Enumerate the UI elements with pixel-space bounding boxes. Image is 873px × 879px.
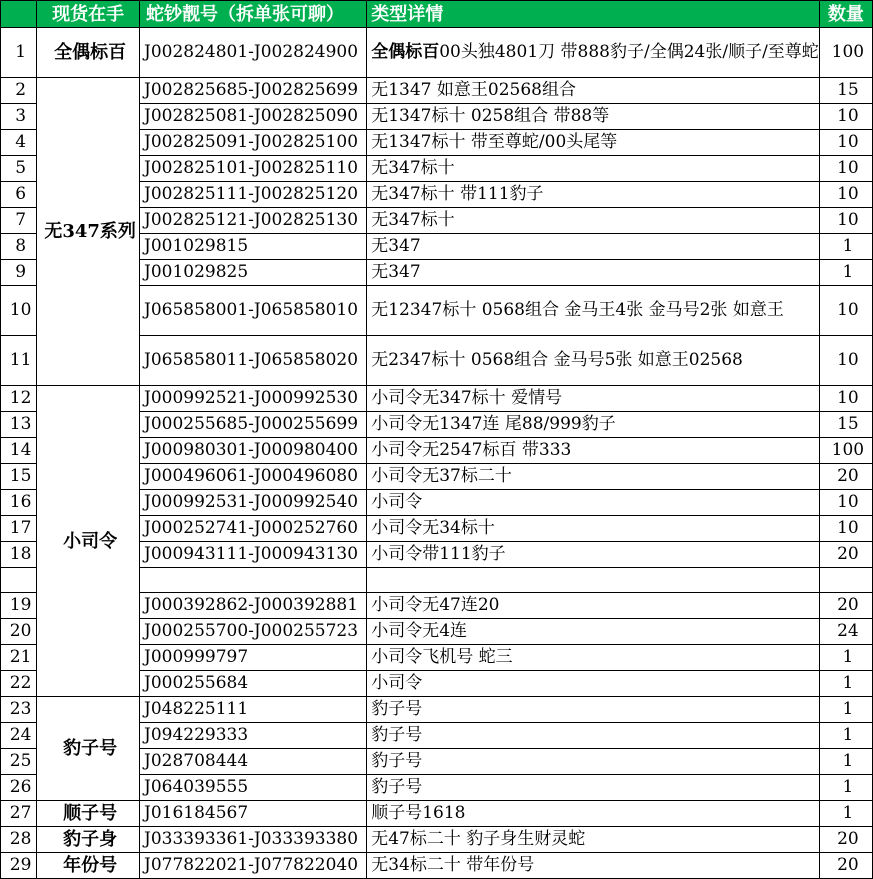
category-cell: 豹子号 [37, 697, 140, 801]
serial-cell: J002825081-J002825090 [140, 104, 367, 130]
serial-cell [140, 568, 367, 593]
serial-cell: J001029815 [140, 234, 367, 260]
row-number: 21 [1, 645, 37, 671]
row-number: 6 [1, 182, 37, 208]
serial-cell: J000255684 [140, 671, 367, 697]
serial-cell: J064039555 [140, 775, 367, 801]
row-number: 3 [1, 104, 37, 130]
qty-cell: 10 [819, 130, 872, 156]
row-number: 1 [1, 28, 37, 78]
serial-cell: J002825111-J002825120 [140, 182, 367, 208]
detail-cell: 无34标二十 带年份号 [367, 853, 820, 879]
serial-cell: J000992531-J000992540 [140, 490, 367, 516]
detail-cell: 小司令无47连20 [367, 593, 820, 619]
qty-cell: 10 [819, 386, 872, 412]
qty-cell: 1 [819, 697, 872, 723]
detail-cell: 小司令无347标十 爱情号 [367, 386, 820, 412]
row-number: 20 [1, 619, 37, 645]
category-cell: 小司令 [37, 386, 140, 697]
header-serial: 蛇钞靓号（拆单张可聊） [140, 1, 367, 28]
detail-bold-text: 全偶标百 [371, 42, 440, 62]
row-number: 17 [1, 516, 37, 542]
serial-cell: J002825091-J002825100 [140, 130, 367, 156]
serial-cell: J000943111-J000943130 [140, 542, 367, 568]
detail-cell: 顺子号1618 [367, 801, 820, 827]
serial-cell: J028708444 [140, 749, 367, 775]
serial-cell: J016184567 [140, 801, 367, 827]
row-number: 25 [1, 749, 37, 775]
detail-cell: 无1347标十 带至尊蛇/00头尾等 [367, 130, 820, 156]
qty-cell: 15 [819, 78, 872, 104]
row-number: 15 [1, 464, 37, 490]
detail-cell [367, 568, 820, 593]
table-row [1, 853, 873, 879]
detail-cell: 无12347标十 0568组合 金马王4张 金马号2张 如意王 [367, 286, 820, 336]
row-number [1, 568, 37, 593]
detail-cell: 小司令无37标二十 [367, 464, 820, 490]
qty-cell: 1 [819, 645, 872, 671]
qty-cell: 1 [819, 775, 872, 801]
serial-cell: J000496061-J000496080 [140, 464, 367, 490]
detail-cell: 无1347 如意王02568组合 [367, 78, 820, 104]
qty-cell: 100 [819, 438, 872, 464]
serial-cell: J000255685-J000255699 [140, 412, 367, 438]
row-number: 4 [1, 130, 37, 156]
header-row [1, 1, 873, 28]
serial-cell: J065858011-J065858020 [140, 336, 367, 386]
detail-cell: 小司令无4连 [367, 619, 820, 645]
serial-cell: J000252741-J000252760 [140, 516, 367, 542]
detail-cell: 无47标二十 豹子身生财灵蛇 [367, 827, 820, 853]
serial-cell: J000992521-J000992530 [140, 386, 367, 412]
row-number: 14 [1, 438, 37, 464]
detail-cell: 无2347标十 0568组合 金马号5张 如意王02568 [367, 336, 820, 386]
detail-cell: 豹子号 [367, 697, 820, 723]
qty-cell: 10 [819, 104, 872, 130]
category-cell: 豹子身 [37, 827, 140, 853]
serial-cell: J002825685-J002825699 [140, 78, 367, 104]
detail-cell: 小司令带111豹子 [367, 542, 820, 568]
detail-cell: 小司令飞机号 蛇三 [367, 645, 820, 671]
qty-cell: 1 [819, 723, 872, 749]
row-number: 13 [1, 412, 37, 438]
qty-cell: 20 [819, 464, 872, 490]
qty-cell: 20 [819, 542, 872, 568]
detail-cell: 豹子号 [367, 775, 820, 801]
row-number: 22 [1, 671, 37, 697]
serial-cell: J033393361-J033393380 [140, 827, 367, 853]
qty-cell: 15 [819, 412, 872, 438]
category-cell: 顺子号 [37, 801, 140, 827]
qty-cell: 1 [819, 801, 872, 827]
category-cell: 无347系列 [37, 78, 140, 386]
table-row [1, 28, 873, 78]
row-number: 29 [1, 853, 37, 879]
serial-cell: J094229333 [140, 723, 367, 749]
row-number: 8 [1, 234, 37, 260]
qty-cell: 1 [819, 260, 872, 286]
row-number: 23 [1, 697, 37, 723]
table-row [1, 827, 873, 853]
detail-cell: 小司令 [367, 671, 820, 697]
detail-cell: 小司令无34标十 [367, 516, 820, 542]
serial-cell: J048225111 [140, 697, 367, 723]
detail-cell: 无347标十 [367, 208, 820, 234]
header-category: 现货在手 [37, 1, 140, 28]
table-row [1, 78, 873, 104]
qty-cell: 10 [819, 182, 872, 208]
qty-cell: 1 [819, 234, 872, 260]
detail-cell: 豹子号 [367, 723, 820, 749]
row-number: 11 [1, 336, 37, 386]
detail-cell: 无347 [367, 234, 820, 260]
table-row [1, 801, 873, 827]
detail-cell: 无347 [367, 260, 820, 286]
detail-cell: 无347标十 [367, 156, 820, 182]
detail-cell: 无347标十 带111豹子 [367, 182, 820, 208]
serial-cell: J002825121-J002825130 [140, 208, 367, 234]
serial-cell: J002825101-J002825110 [140, 156, 367, 182]
detail-cell [367, 28, 820, 78]
qty-cell: 1 [819, 671, 872, 697]
qty-cell: 10 [819, 156, 872, 182]
qty-cell: 24 [819, 619, 872, 645]
detail-cell: 无1347标十 0258组合 带88等 [367, 104, 820, 130]
serial-cell: J077822021-J077822040 [140, 853, 367, 879]
header-qty: 数量 [819, 1, 872, 28]
row-number: 27 [1, 801, 37, 827]
row-number: 9 [1, 260, 37, 286]
serial-cell: J000999797 [140, 645, 367, 671]
qty-cell: 20 [819, 593, 872, 619]
detail-cell: 小司令 [367, 490, 820, 516]
detail-cell: 小司令无2547标百 带333 [367, 438, 820, 464]
row-number: 26 [1, 775, 37, 801]
qty-cell: 20 [819, 827, 872, 853]
header-detail: 类型详情 [367, 1, 820, 28]
qty-cell: 10 [819, 336, 872, 386]
table-row [1, 386, 873, 412]
serial-cell: J000392862-J000392881 [140, 593, 367, 619]
header-no [1, 1, 37, 28]
row-number: 5 [1, 156, 37, 182]
detail-cell: 豹子号 [367, 749, 820, 775]
row-number: 12 [1, 386, 37, 412]
serial-cell: J002824801-J002824900 [140, 28, 367, 78]
row-number: 24 [1, 723, 37, 749]
qty-cell: 10 [819, 286, 872, 336]
serial-cell: J000255700-J000255723 [140, 619, 367, 645]
row-number: 16 [1, 490, 37, 516]
detail-text: 00头独4801刀 带888豹子/全偶24张/顺子/至尊蛇 [439, 42, 819, 62]
detail-cell: 小司令无1347连 尾88/999豹子 [367, 412, 820, 438]
category-cell: 全偶标百 [37, 28, 140, 78]
qty-cell: 10 [819, 208, 872, 234]
row-number: 2 [1, 78, 37, 104]
qty-cell: 1 [819, 749, 872, 775]
qty-cell: 10 [819, 490, 872, 516]
serial-cell: J000980301-J000980400 [140, 438, 367, 464]
qty-cell: 20 [819, 853, 872, 879]
row-number: 19 [1, 593, 37, 619]
qty-cell: 10 [819, 516, 872, 542]
row-number: 28 [1, 827, 37, 853]
row-number: 7 [1, 208, 37, 234]
serial-cell: J065858001-J065858010 [140, 286, 367, 336]
category-cell: 年份号 [37, 853, 140, 879]
qty-cell: 100 [819, 28, 872, 78]
qty-cell [819, 568, 872, 593]
row-number: 10 [1, 286, 37, 336]
row-number: 18 [1, 542, 37, 568]
serial-cell: J001029825 [140, 260, 367, 286]
table-row [1, 697, 873, 723]
